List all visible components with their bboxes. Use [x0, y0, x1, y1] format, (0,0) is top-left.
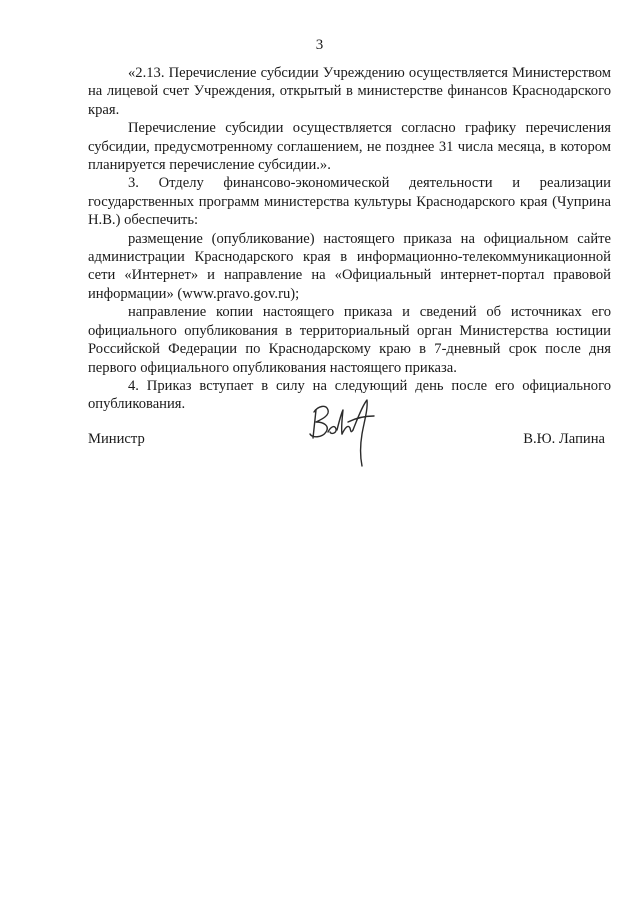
paragraph-transfer-schedule: Перечисление субсидии осуществляется согласно графику перечисления субсидии, предусмотренному соглашением, не позднее 31 числа месяца, в котором планируется перечисление субсидии.».	[88, 120, 611, 174]
signer-position: Министр	[88, 431, 145, 447]
signer-name: В.Ю. Лапина	[523, 431, 605, 447]
document-body	[88, 64, 611, 414]
paragraph-publication: размещение (опубликование) настоящего приказа на официальном сайте администрации Краснодарского края в информационно-телекоммуникационной сети «Интернет» и направление на «Официальный интернет-портал правовой информации» (www.pravo.gov.ru);	[88, 230, 611, 302]
paragraph-ministry-of-justice: направление копии настоящего приказа и сведений об источниках его официального опубликования в территориальный орган Министерства юстиции Российской Федерации по Краснодарскому краю в 7-дневный срок после дня первого официального опубликования настоящего приказа.	[88, 304, 611, 376]
signature-block	[88, 428, 611, 452]
page-number: 3	[315, 37, 324, 53]
paragraph-2-13: «2.13. Перечисление субсидии Учреждению осуществляется Министерством на лицевой счет Учреждения, открытый в министерстве финансов Краснодарского края.	[88, 65, 611, 118]
paragraph-4: 4. Приказ вступает в силу на следующий день после его официального опубликования.	[88, 377, 611, 413]
paragraph-3: 3. Отделу финансово-экономической деятельности и реализации государственных программ министерства культуры Краснодарского края (Чуприна Н.В.) обеспечить:	[88, 175, 611, 229]
